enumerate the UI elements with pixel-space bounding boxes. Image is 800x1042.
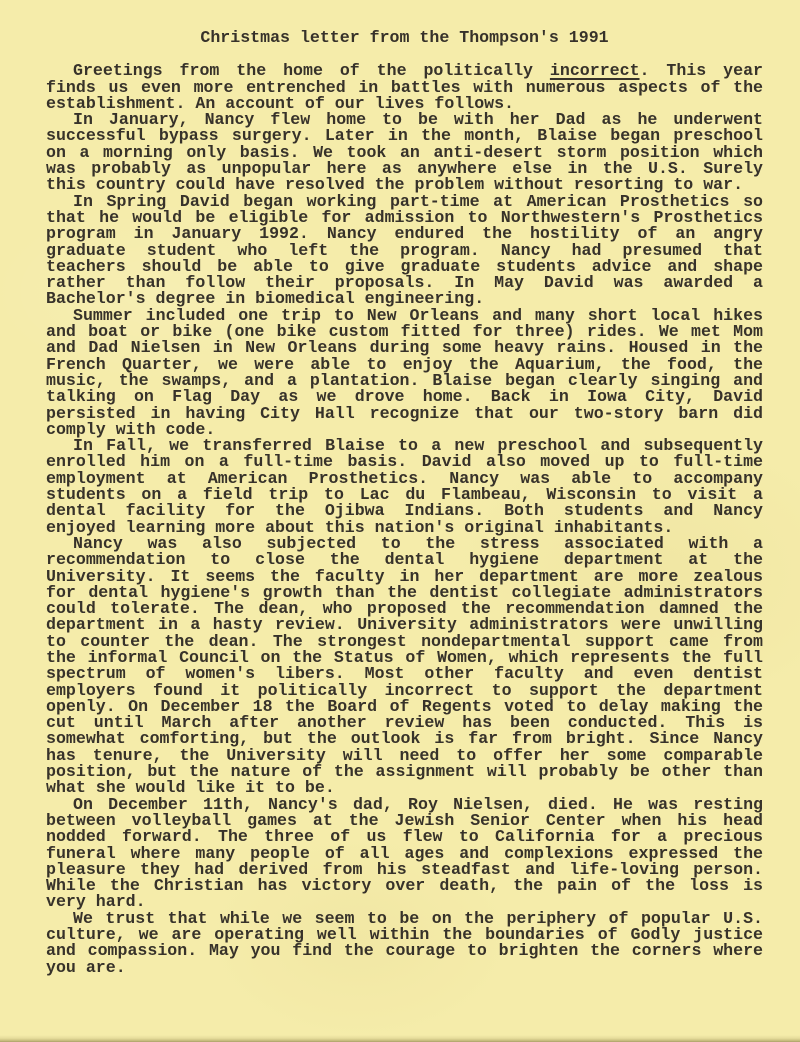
text-segment: Greetings from the home of the politically	[73, 61, 550, 81]
paragraph	[46, 63, 763, 112]
letter-line: the informal Council on the Status of Women, which represents the full	[46, 647, 763, 667]
letter-line: comply with code.	[46, 419, 216, 439]
text-segment: . This year	[639, 61, 763, 81]
letter-line: position, but the nature of the assignment will probably be other than	[46, 762, 763, 782]
letter-line: recommendation to close the dental hygiene department at the	[46, 550, 763, 570]
letter-line: enrolled him on a full-time basis. David also moved up to full-time	[46, 452, 763, 472]
letter-line: While the Christian has victory over death, the pain of the loss is	[46, 876, 763, 896]
letter-line: openly. On December 18 the Board of Regents voted to delay making the	[46, 696, 763, 716]
letter-line: culture, we are operating well within the boundaries of Godly justice	[46, 925, 763, 945]
letter-line: employment at American Prosthetics. Nancy was able to accompany	[46, 468, 763, 488]
letter-line: students on a field trip to Lac du Flambeau, Wisconsin to visit a	[46, 485, 763, 505]
letter-line: program in January 1992. Nancy endured the hostility of an angry	[46, 224, 763, 244]
letter-line: finds us even more entrenched in battles with numerous aspects of the	[46, 77, 763, 97]
letter-line: and compassion. May you find the courage to brighten the corners where	[46, 941, 763, 961]
letter-line: rather than follow their proposals. In May David was awarded a	[46, 273, 763, 293]
letter-body	[46, 63, 763, 976]
letter-line: dental facility for the Ojibwa Indians. Both students and Nancy	[46, 501, 763, 521]
paragraph	[46, 794, 763, 912]
letter-line: and Dad Nielsen in New Orleans during some heavy rains. Housed in the	[46, 338, 763, 358]
letter-line: cut until March after another review has been conducted. This is	[46, 713, 763, 733]
letter-line: In Fall, we transferred Blaise to a new preschool and subsequently	[73, 436, 763, 456]
letter-line: persisted in having City Hall recognize that our two-story barn did	[46, 403, 763, 423]
letter-line: Bachelor's degree in biomedical engineering.	[46, 289, 485, 309]
letter-line: establishment. An account of our lives follows.	[46, 93, 515, 113]
letter-line: employers found it politically incorrect to support the department	[46, 680, 763, 700]
letter-line: On December 11th, Nancy's dad, Roy Nielsen, died. He was resting	[73, 794, 763, 814]
letter-line: has tenure, the University will need to offer her some comparable	[46, 745, 763, 765]
letter-line: University. It seems the faculty in her department are more zealous	[46, 566, 763, 586]
letter-line: somewhat comforting, but the outlook is far from bright. Since Nancy	[46, 729, 763, 749]
letter-line: for dental hygiene's growth than the dentist collegiate administrators	[46, 582, 763, 602]
letter-line: Nancy was also subjected to the stress associated with a	[73, 533, 763, 553]
letter-line: Summer included one trip to New Orleans and many short local hikes	[73, 305, 763, 325]
letter-line: spectrum of women's libers. Most other faculty and even dentist	[46, 664, 763, 684]
paragraph	[46, 191, 763, 309]
letter-line: music, the swamps, and a plantation. Blaise began clearly singing and	[46, 370, 763, 390]
letter-line: graduate student who left the program. Nancy had presumed that	[46, 240, 763, 260]
letter-line: on a morning only basis. We took an anti-desert storm position which	[46, 142, 763, 162]
paper-bottom-edge	[0, 1035, 800, 1042]
letter-title: Christmas letter from the Thompson's 1991	[200, 28, 609, 47]
letter-line: department in a hasty review. University administrators were unwilling	[46, 615, 763, 635]
paragraph	[46, 908, 763, 977]
letter-line: could tolerate. The dean, who proposed the recommendation damned the	[46, 599, 763, 619]
letter-line: French Quarter, we were able to enjoy the Aquarium, the food, the	[46, 354, 763, 374]
letter-line: talking on Flag Day as we drove home. Back in Iowa City, David	[46, 387, 763, 407]
paragraph	[46, 305, 763, 439]
letter-line: In January, Nancy flew home to be with her Dad as he underwent	[73, 110, 763, 130]
letter-line: this country could have resolved the problem without resorting to war.	[46, 175, 744, 195]
letter-line: In Spring David began working part-time at American Prosthetics so	[73, 191, 763, 211]
underlined-word: incorrect	[549, 61, 640, 81]
letter-line: teachers should be able to give graduate students advice and shape	[46, 256, 763, 276]
letter-line: funeral where many people of all ages and complexions expressed the	[46, 843, 763, 863]
letter-line: very hard.	[46, 892, 146, 912]
letter-line: what she would like it to be.	[46, 778, 335, 798]
letter-line: We trust that while we seem to be on the periphery of popular U.S.	[73, 908, 763, 928]
letter-line: successful bypass surgery. Later in the month, Blaise began preschool	[46, 126, 763, 146]
letter-line: was probably as unpopular here as anywhere else in the U.S. Surely	[46, 159, 763, 179]
paragraph	[46, 438, 763, 536]
letter-line: pleasure they had derived from his steadfast and life-loving person.	[46, 859, 763, 879]
letter-line: between volleyball games at the Jewish Senior Center when his head	[46, 810, 763, 830]
letter-line: nodded forward. The three of us flew to California for a precious	[46, 827, 763, 847]
letter-content	[46, 26, 763, 976]
letter-line: to counter the dean. The strongest nondepartmental support came from	[46, 631, 763, 651]
letter-line: enjoyed learning more about this nation's original inhabitants.	[46, 517, 674, 537]
letter-line: that he would be eligible for admission to Northwestern's Prosthetics	[46, 207, 763, 227]
letter-line: you are.	[46, 957, 126, 977]
paragraph	[46, 533, 763, 798]
letter-line: and boat or bike (one bike custom fitted for three) rides. We met Mom	[46, 322, 763, 342]
paragraph	[46, 112, 763, 193]
